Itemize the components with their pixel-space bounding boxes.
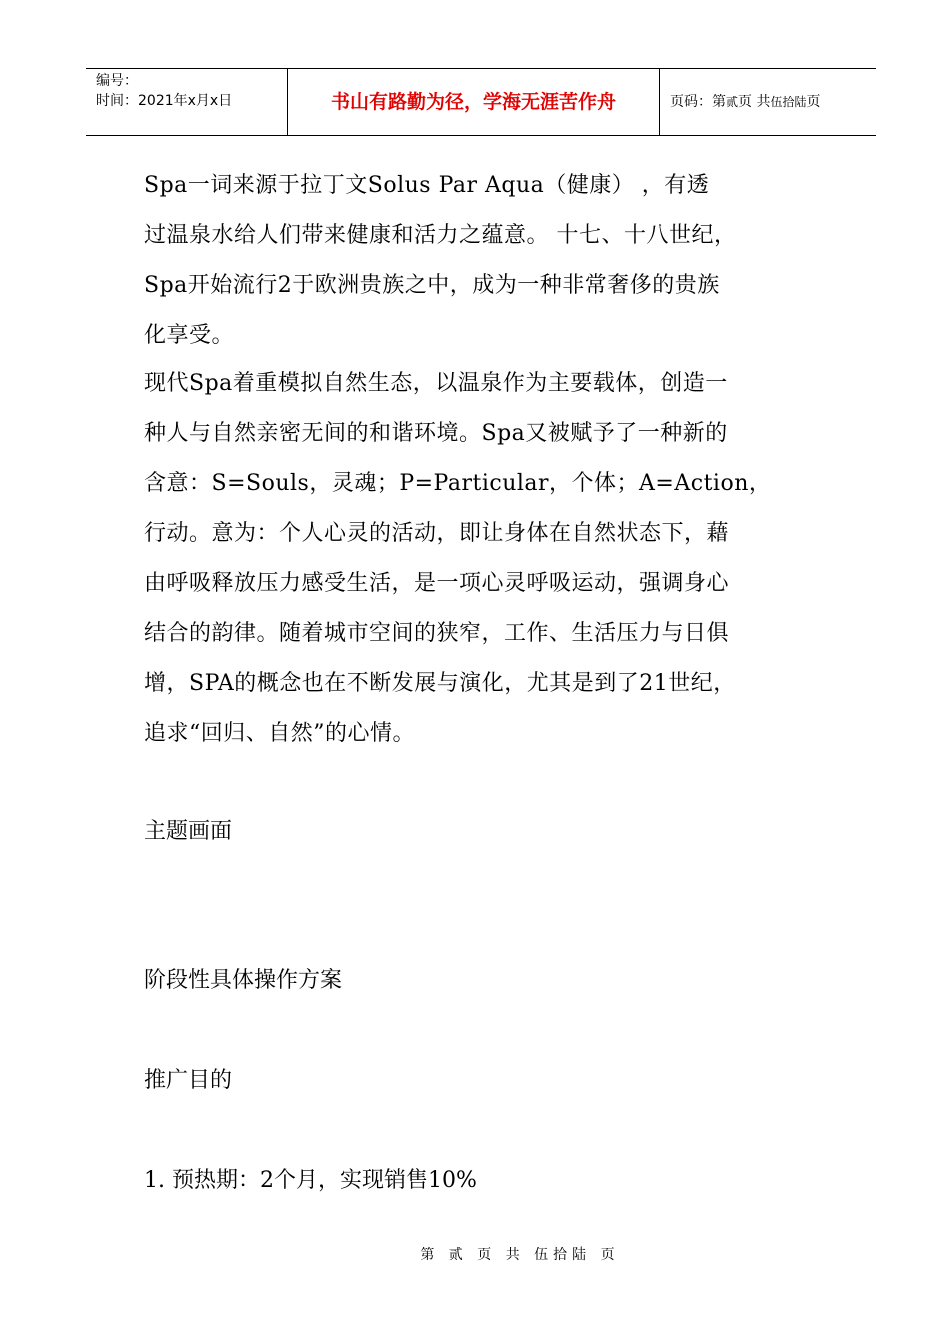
paragraph-line: 增，SPA的概念也在不断发展与演化，尤其是到了21世纪， (144, 671, 736, 696)
header-page-current: 贰 (726, 95, 739, 109)
header-date-label: 时间：2021年x月x日 (96, 93, 233, 109)
paragraph-spa-origin (144, 161, 844, 361)
heading-goal: 推广目的 (144, 1068, 233, 1093)
header-page-total: 伍拾陆 (770, 95, 807, 109)
header-page-prefix: 页码：第 (670, 94, 726, 110)
paragraph-line: 过温泉水给人们带来健康和活力之蕴意。 十七、十八世纪， (144, 223, 737, 248)
paragraph-line: 由呼吸释放压力感受生活，是一项心灵呼吸运动，强调身心 (144, 571, 730, 596)
paragraph-line: 含意：S=Souls，灵魂；P=Particular，个体；A=Action， (144, 471, 772, 496)
paragraph-line: 化享受。 (144, 323, 235, 348)
paragraph-line: 种人与自然亲密无间的和谐环境。Spa又被赋予了一种新的 (144, 421, 728, 446)
header-page-mid: 页 共 (738, 94, 771, 110)
heading-theme: 主题画面 (144, 819, 233, 844)
header-number-label: 编号： (96, 73, 138, 89)
paragraph-line: 结合的韵律。随着城市空间的狭窄，工作、生活压力与日俱 (144, 621, 730, 646)
paragraph-line: Spa一词来源于拉丁文Solus Par Aqua（健康） ，有透 (144, 173, 710, 198)
paragraph-line: 追求“回归、自然”的心情。 (144, 721, 415, 746)
header-page-suffix: 页 (806, 94, 821, 110)
page-footer: 第 贰 页 共 伍拾陆 页 (420, 1247, 620, 1263)
paragraph-modern-spa (144, 359, 844, 759)
heading-plan: 阶段性具体操作方案 (144, 968, 343, 993)
header-motto: 书山有路勤为径，学海无涯苦作舟 (288, 69, 660, 135)
list-item-preheat: 1. 预热期：2个月，实现销售10% (144, 1168, 477, 1193)
header-meta (86, 69, 288, 135)
page-header (86, 68, 876, 136)
paragraph-line: 现代Spa着重模拟自然生态，以温泉作为主要载体，创造一 (144, 371, 728, 396)
paragraph-line: 行动。意为：个人心灵的活动，即让身体在自然状态下，藉 (144, 521, 730, 546)
header-page-number (660, 69, 876, 135)
paragraph-line: Spa开始流行2于欧洲贵族之中，成为一种非常奢侈的贵族 (144, 273, 720, 298)
